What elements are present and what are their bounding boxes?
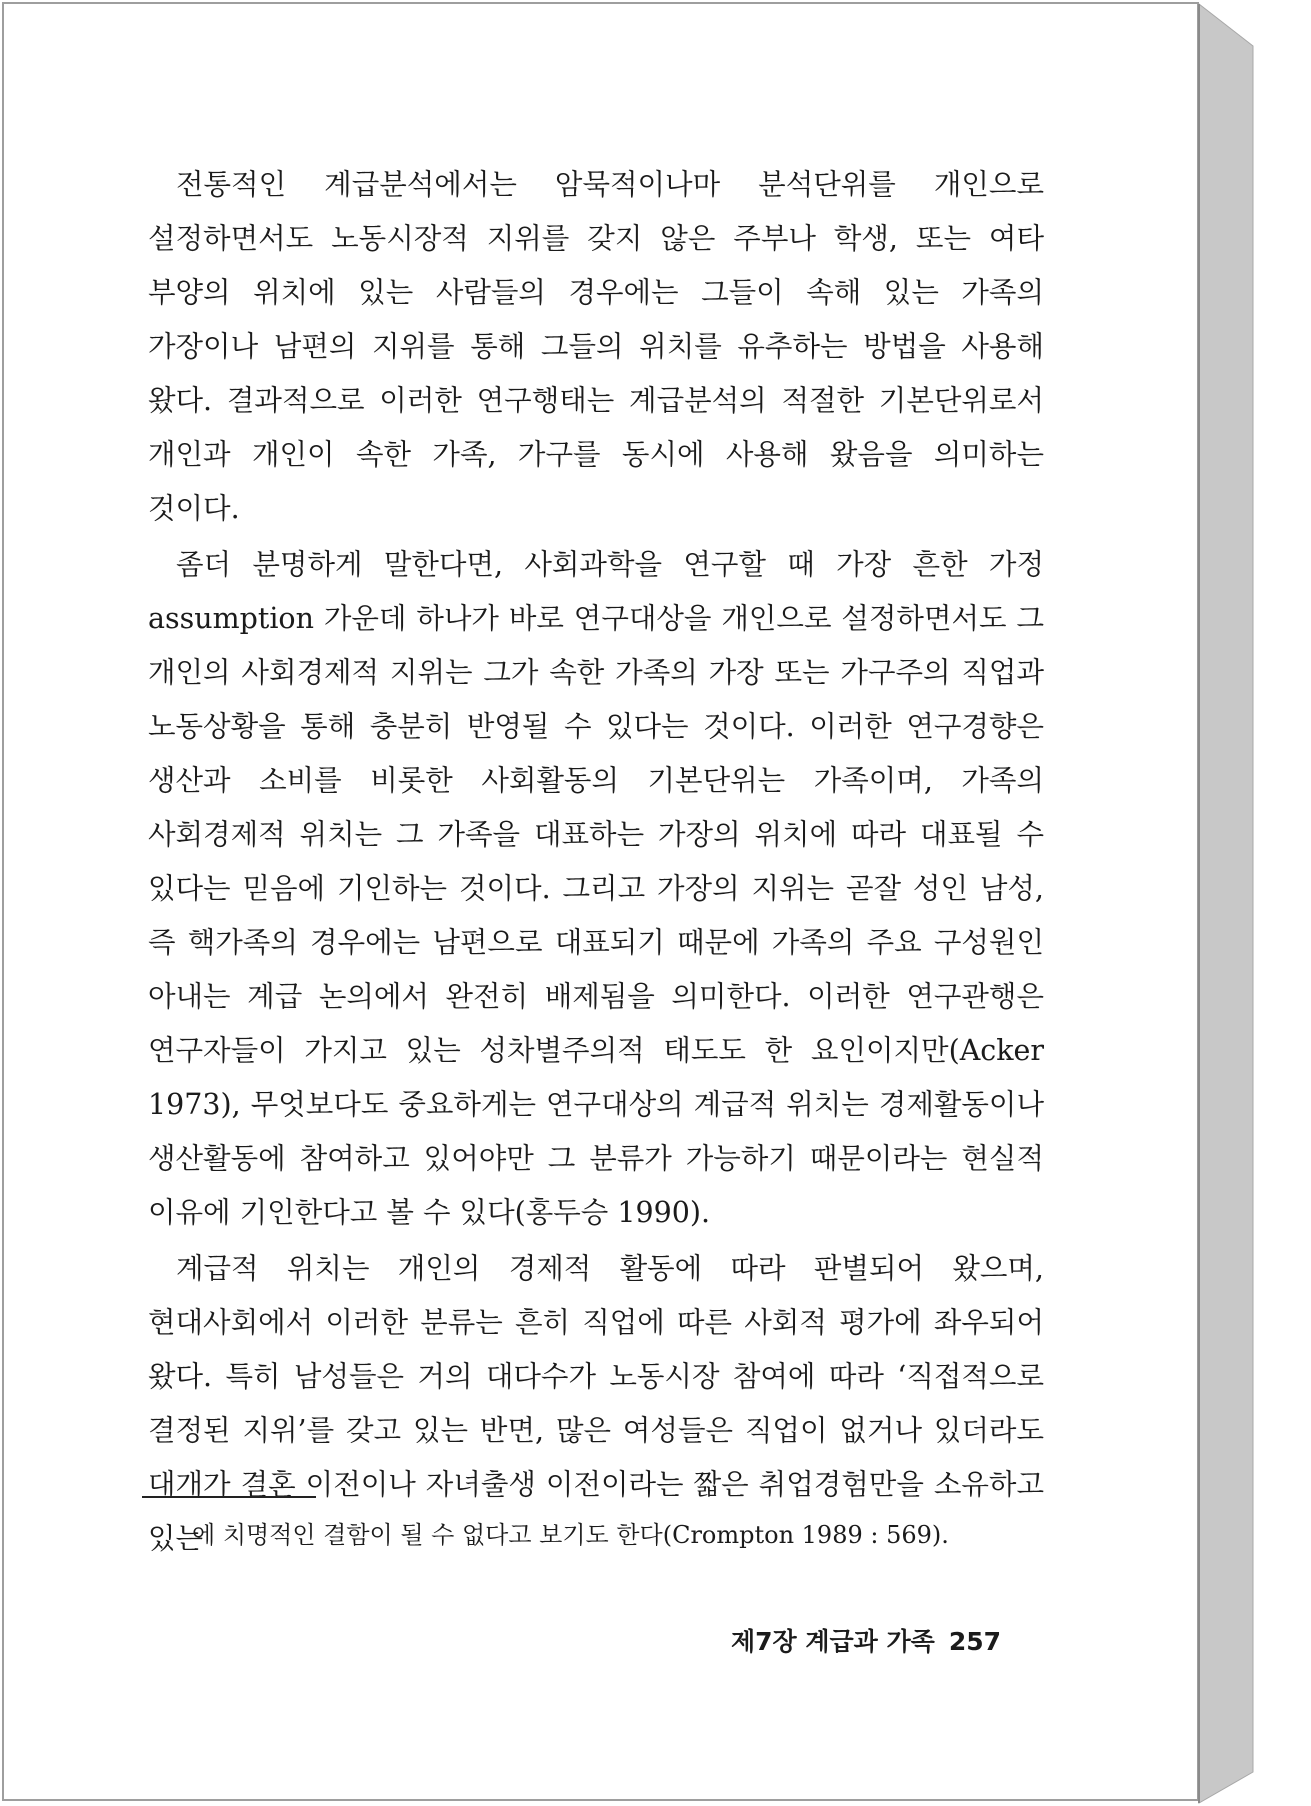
chapter-title: 제7장 계급과 가족: [730, 1627, 935, 1656]
body-text: [148, 158, 1044, 1568]
paragraph-3: 계급적 위치는 개인의 경제적 활동에 따라 판별되어 왔으며, 현대사회에서 이러한 분류는 흔히 직업에 따른 사회적 평가에 좌우되어 왔다. 특히 남성들은 거의 대다수가 노동시장 참여에 따라 ‘직접적으로 결정된 지위’를 갖고 있는 반면, 많은 여성들은 직업이 없거나 있더라도 대개가 결혼 이전이나 자녀출생 이전이라는 짧은 취업경험만을 소유하고 있는: [148, 1252, 1044, 1555]
running-footer: [731, 1622, 1001, 1658]
footnote-divider: [142, 1496, 316, 1498]
paragraph-1: 전통적인 계급분석에서는 암묵적이나마 분석단위를 개인으로 설정하면서도 노동시장적 지위를 갖지 않은 주부나 학생, 또는 여타 부양의 위치에 있는 사람들의 경우에는 그들이 속해 있는 가족의 가장이나 남편의 지위를 통해 그들의 위치를 유추하는 방법을 사용해 왔다. 결과적으로 이러한 연구행태는 계급분석의 적절한 기본단위로서 개인과 개인이 속한 가족, 가구를 동시에 사용해 왔음을 의미하는 것이다.: [148, 168, 1044, 525]
page-number: 257: [948, 1627, 1001, 1656]
footnote: 에 치명적인 결함이 될 수 없다고 보기도 한다(Crompton 1989 : 569).: [192, 1521, 949, 1549]
paragraph-2: 좀더 분명하게 말한다면, 사회과학을 연구할 때 가장 흔한 가정 assumption 가운데 하나가 바로 연구대상을 개인으로 설정하면서도 그 개인의 사회경제적 지위는 그가 속한 가족의 가장 또는 가구주의 직업과 노동상황을 통해 충분히 반영될 수 있다는 것이다. 이러한 연구경향은 생산과 소비를 비롯한 사회활동의 기본단위는 가족이며, 가족의 사회경제적 위치는 그 가족을 대표하는 가장의 위치에 따라 대표될 수 있다는 믿음에 기인하는 것이다. 그리고 가장의 지위는 곧잘 성인 남성, 즉 핵가족의 경우에는 남편으로 대표되기 때문에 가족의 주요 구성원인 아내는 계급 논의에서 완전히 배제됨을 의미한다. 이러한 연구관행은 연구자들이 가지고 있는 성차별주의적 태도도 한 요인이지만(Acker 1973), 무엇보다도 중요하게는 연구대상의 계급적 위치는 경제활동이나 생산활동에 참여하고 있어야만 그 분류가 가능하기 때문이라는 현실적 이유에 기인한다고 볼 수 있다(홍두승 1990).: [148, 548, 1044, 1229]
